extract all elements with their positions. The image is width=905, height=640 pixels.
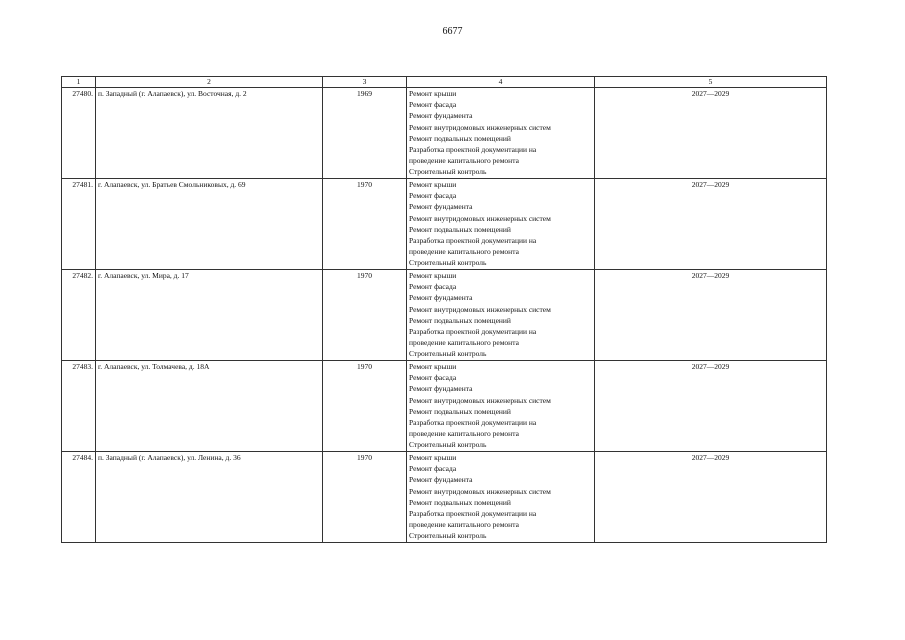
work-item: Ремонт подвальных помещений bbox=[409, 315, 511, 325]
work-item: Ремонт внутридомовых инженерных систем bbox=[409, 213, 551, 223]
table-row bbox=[62, 88, 827, 179]
row-period: 2027—2029 bbox=[595, 88, 827, 179]
work-item: Ремонт подвальных помещений bbox=[409, 133, 511, 143]
work-item: Ремонт внутридомовых инженерных систем bbox=[409, 486, 551, 496]
column-header-number: 1 bbox=[62, 77, 96, 88]
row-address: г. Алапаевск, ул. Толмачева, д. 18А bbox=[96, 361, 323, 452]
row-year: 1970 bbox=[323, 270, 407, 361]
row-address: г. Алапаевск, ул. Братьев Смольниковых, д. 69 bbox=[96, 179, 323, 270]
work-item: проведение капитального ремонта bbox=[409, 429, 519, 439]
work-item: Ремонт фундамента bbox=[409, 111, 473, 121]
work-item: Строительный контроль bbox=[409, 258, 487, 268]
work-item: Ремонт фундамента bbox=[409, 202, 473, 212]
row-address: г. Алапаевск, ул. Мира, д. 17 bbox=[96, 270, 323, 361]
column-header-works: 4 bbox=[407, 77, 595, 88]
work-item: Строительный контроль bbox=[409, 167, 487, 177]
column-header-period: 5 bbox=[595, 77, 827, 88]
work-item: Ремонт фасада bbox=[409, 464, 457, 474]
work-item: Ремонт фундамента bbox=[409, 475, 473, 485]
work-item: Ремонт крыши bbox=[409, 271, 457, 280]
row-year: 1970 bbox=[323, 452, 407, 543]
row-works-list bbox=[407, 452, 595, 543]
row-number: 27481. bbox=[62, 179, 96, 270]
work-item: Ремонт фундамента bbox=[409, 384, 473, 394]
row-number: 27482. bbox=[62, 270, 96, 361]
work-item: проведение капитального ремонта bbox=[409, 520, 519, 530]
row-address: п. Западный (г. Алапаевск), ул. Ленина, д. 36 bbox=[96, 452, 323, 543]
column-header-year: 3 bbox=[323, 77, 407, 88]
row-period: 2027—2029 bbox=[595, 361, 827, 452]
column-header-address: 2 bbox=[96, 77, 323, 88]
work-item: Ремонт фасада bbox=[409, 373, 457, 383]
work-item: Ремонт внутридомовых инженерных систем bbox=[409, 395, 551, 405]
row-period: 2027—2029 bbox=[595, 179, 827, 270]
work-item: Разработка проектной документации на bbox=[409, 327, 537, 337]
work-item: Разработка проектной документации на bbox=[409, 418, 537, 428]
work-item: Разработка проектной документации на bbox=[409, 236, 537, 246]
row-address: п. Западный (г. Алапаевск), ул. Восточная, д. 2 bbox=[96, 88, 323, 179]
work-item: Ремонт внутридомовых инженерных систем bbox=[409, 304, 551, 314]
work-item: Ремонт внутридомовых инженерных систем bbox=[409, 122, 551, 132]
work-item: Ремонт крыши bbox=[409, 180, 457, 189]
row-works-list bbox=[407, 270, 595, 361]
row-number: 27483. bbox=[62, 361, 96, 452]
work-item: проведение капитального ремонта bbox=[409, 247, 519, 257]
page-number: 6677 bbox=[442, 26, 463, 37]
row-period: 2027—2029 bbox=[595, 452, 827, 543]
row-number: 27484. bbox=[62, 452, 96, 543]
work-item: проведение капитального ремонта bbox=[409, 338, 519, 348]
work-item: Строительный контроль bbox=[409, 440, 487, 450]
table-row bbox=[62, 270, 827, 361]
table-row bbox=[62, 452, 827, 543]
work-item: Ремонт подвальных помещений bbox=[409, 497, 511, 507]
row-works-list bbox=[407, 88, 595, 179]
work-item: Ремонт подвальных помещений bbox=[409, 224, 511, 234]
work-item: Строительный контроль bbox=[409, 531, 487, 541]
work-item: проведение капитального ремонта bbox=[409, 156, 519, 166]
column-header-row bbox=[62, 77, 827, 88]
row-period: 2027—2029 bbox=[595, 270, 827, 361]
row-year: 1970 bbox=[323, 179, 407, 270]
row-works-list bbox=[407, 361, 595, 452]
work-item: Ремонт фасада bbox=[409, 282, 457, 292]
repair-schedule-table bbox=[61, 76, 827, 543]
row-year: 1969 bbox=[323, 88, 407, 179]
work-item: Ремонт подвальных помещений bbox=[409, 406, 511, 416]
row-works-list bbox=[407, 179, 595, 270]
work-item: Ремонт фасада bbox=[409, 191, 457, 201]
work-item: Ремонт крыши bbox=[409, 89, 457, 98]
work-item: Ремонт крыши bbox=[409, 362, 457, 371]
table-row bbox=[62, 361, 827, 452]
row-year: 1970 bbox=[323, 361, 407, 452]
work-item: Разработка проектной документации на bbox=[409, 145, 537, 155]
work-item: Строительный контроль bbox=[409, 349, 487, 359]
work-item: Разработка проектной документации на bbox=[409, 509, 537, 519]
work-item: Ремонт фасада bbox=[409, 100, 457, 110]
row-number: 27480. bbox=[62, 88, 96, 179]
work-item: Ремонт крыши bbox=[409, 453, 457, 462]
work-item: Ремонт фундамента bbox=[409, 293, 473, 303]
table-row bbox=[62, 179, 827, 270]
